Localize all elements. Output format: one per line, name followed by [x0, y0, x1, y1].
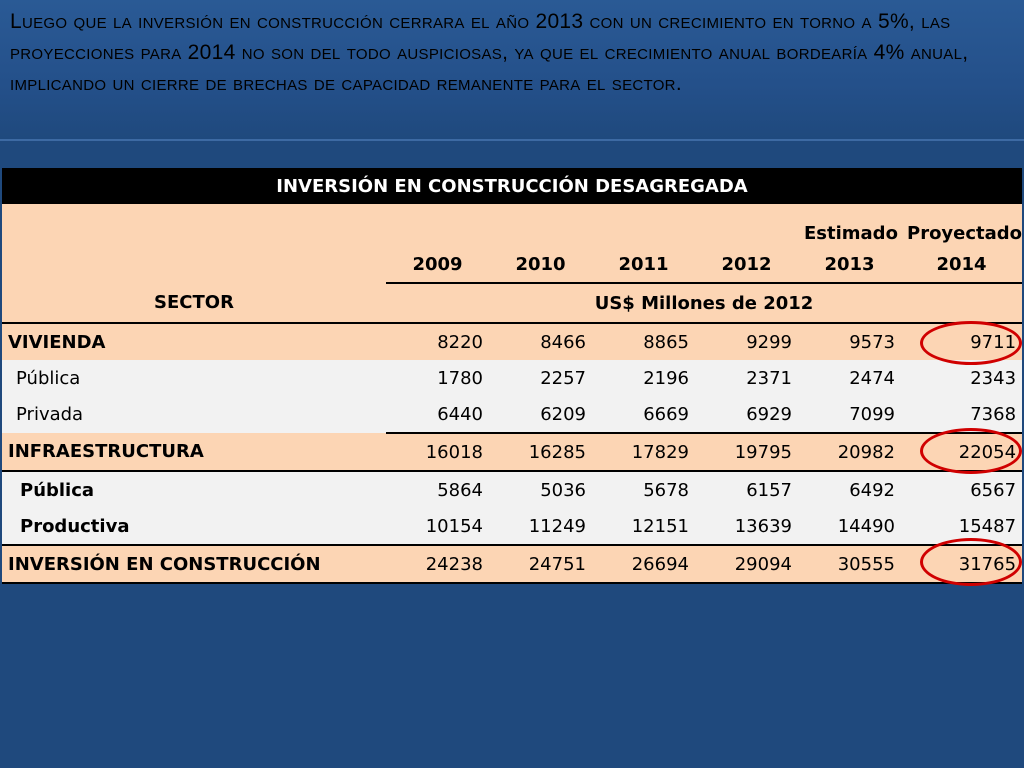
cell-value: 17829 — [592, 433, 695, 471]
cell-value: 8466 — [489, 323, 592, 360]
investment-table — [2, 168, 1022, 584]
row-label: INFRAESTRUCTURA — [2, 433, 386, 471]
cell-value: 9711 — [901, 323, 1022, 360]
cell-value: 11249 — [489, 508, 592, 545]
table-row — [2, 360, 1022, 396]
cell-value: 6929 — [695, 396, 798, 433]
cell-value: 8220 — [386, 323, 489, 360]
table-row — [2, 508, 1022, 545]
table-title-row — [2, 168, 1022, 204]
header-row-sector — [2, 283, 1022, 323]
cell-value: 22054 — [901, 433, 1022, 471]
row-label: Privada — [2, 396, 386, 433]
cell-value: 16285 — [489, 433, 592, 471]
year-2014: 2014 — [901, 246, 1022, 283]
row-label: INVERSIÓN EN CONSTRUCCIÓN — [2, 545, 386, 583]
cell-value: 20982 — [798, 433, 901, 471]
table-row — [2, 471, 1022, 508]
cell-value: 13639 — [695, 508, 798, 545]
units-header: US$ Millones de 2012 — [386, 283, 1022, 323]
year-2012: 2012 — [695, 246, 798, 283]
cell-value: 5036 — [489, 471, 592, 508]
cell-value: 24751 — [489, 545, 592, 583]
cell-value: 30555 — [798, 545, 901, 583]
row-label: VIVIENDA — [2, 323, 386, 360]
cell-value: 6209 — [489, 396, 592, 433]
cell-value: 6157 — [695, 471, 798, 508]
header-divider — [0, 139, 1024, 141]
cell-value: 15487 — [901, 508, 1022, 545]
cell-value: 31765 — [901, 545, 1022, 583]
year-2013: 2013 — [798, 246, 901, 283]
row-label: Pública — [2, 360, 386, 396]
highlight-circle-infraestructura — [920, 428, 1022, 474]
cell-value: 6669 — [592, 396, 695, 433]
header-top-2012 — [695, 204, 798, 246]
row-label: Pública — [2, 471, 386, 508]
cell-value: 29094 — [695, 545, 798, 583]
header-row-years — [2, 246, 1022, 283]
intro-text: Luego que la inversión en construcción cerrara el año 2013 con un crecimiento en torno a 5%, las proyecciones para 2014 no son del todo auspiciosas, ya que el crecimiento anual bordearía 4% anual, implicando un cierre de brechas de capacidad remanente para el sector. — [10, 10, 969, 95]
cell-value: 10154 — [386, 508, 489, 545]
sector-header: SECTOR — [2, 283, 386, 323]
table-row — [2, 396, 1022, 433]
header-top-2009 — [386, 204, 489, 246]
cell-value: 2343 — [901, 360, 1022, 396]
cell-value: 2196 — [592, 360, 695, 396]
row-label: Productiva — [2, 508, 386, 545]
cell-value: 7368 — [901, 396, 1022, 433]
table-row-total — [2, 545, 1022, 583]
cell-value: 2371 — [695, 360, 798, 396]
cell-value: 9299 — [695, 323, 798, 360]
header-top-2013: Estimado — [798, 204, 901, 246]
cell-value: 7099 — [798, 396, 901, 433]
year-2009: 2009 — [386, 246, 489, 283]
year-2011: 2011 — [592, 246, 695, 283]
cell-value: 6440 — [386, 396, 489, 433]
header-cell-empty — [2, 204, 386, 246]
cell-value: 9573 — [798, 323, 901, 360]
header-cell-empty — [2, 246, 386, 283]
table-title: INVERSIÓN EN CONSTRUCCIÓN DESAGREGADA — [2, 168, 1022, 204]
cell-value: 24238 — [386, 545, 489, 583]
cell-value: 26694 — [592, 545, 695, 583]
cell-value: 6492 — [798, 471, 901, 508]
cell-value: 6567 — [901, 471, 1022, 508]
cell-value: 14490 — [798, 508, 901, 545]
cell-value: 1780 — [386, 360, 489, 396]
header-top-2014: Proyectado — [901, 204, 1022, 246]
highlight-circle-vivienda — [920, 321, 1022, 365]
cell-value: 19795 — [695, 433, 798, 471]
cell-value: 16018 — [386, 433, 489, 471]
cell-value: 2257 — [489, 360, 592, 396]
table-row — [2, 433, 1022, 471]
header-top-2011 — [592, 204, 695, 246]
cell-value: 5678 — [592, 471, 695, 508]
cell-value: 8865 — [592, 323, 695, 360]
cell-value: 2474 — [798, 360, 901, 396]
highlight-circle-total — [920, 538, 1022, 586]
cell-value: 12151 — [592, 508, 695, 545]
header-row-top — [2, 204, 1022, 246]
year-2010: 2010 — [489, 246, 592, 283]
header-top-2010 — [489, 204, 592, 246]
cell-value: 5864 — [386, 471, 489, 508]
table-row — [2, 323, 1022, 360]
